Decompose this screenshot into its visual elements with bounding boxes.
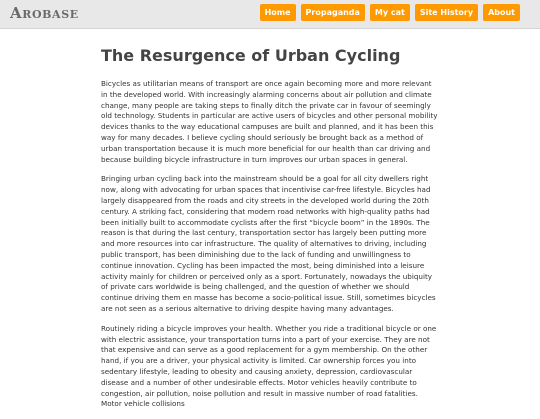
nav-propaganda-button[interactable]: Propaganda (301, 4, 365, 21)
nav-about-button[interactable]: About (483, 4, 520, 21)
nav-site-history-button[interactable]: Site History (415, 4, 478, 21)
top-navigation-bar (0, 0, 540, 29)
site-logo[interactable]: Arobase (10, 4, 79, 22)
article-paragraph-1: Bicycles as utilitarian means of transport are once again becoming more and more relevant in the developed world. With increasingly alarming concerns about air pollution and climate change, many people are taking steps to finally ditch the private car in favour of seemingly old technology. Students in particular are active users of bicycles and other personal mobility devices thanks to the way educational campuses are built and planned, and it has been this way for many decades. I believe cycling should seriously be brought back as a method of urban transportation because it is much more beneficial for our health than car driving and because building bicycle infrastructure in turn improves our urban spaces in general. (101, 79, 438, 164)
article-paragraph-3: Routinely riding a bicycle improves your health. Whether you ride a traditional bicycle or one with electric assistance, your transportation turns into a part of your exercise. They are not that expensive and can serve as a good replacement for a gym membership. On the other hand, if you are a driver, your physical activity is limited. Car ownership forces you into sedentary lifestyle, leading to obesity and causing anxiety, depression, cardiovascular disease and a number of other undesirable effects. Motor vehicles heavily contribute to congestion, air pollution, noise pollution and result in massive number of road fatalities. Motor vehicle collisions (101, 323, 437, 409)
nav-home-button[interactable]: Home (260, 4, 296, 21)
article (101, 46, 439, 419)
main-nav (260, 4, 520, 21)
nav-my-cat-button[interactable]: My cat (370, 4, 410, 21)
article-title: The Resurgence of Urban Cycling (101, 46, 401, 65)
article-paragraph-2: Bringing urban cycling back into the mainstream should be a goal for all city dwellers right now, along with advocating for urban spaces that incentivise car-free lifestyle. Bicycles had largely disappeared from the roads and city streets in the developed world during the 20th century. A striking fact, considering that modern road networks with high-quality paths had been initially built to accommodate cyclists after the first “bicycle boom” in the 1890s. The reason is that during the last century, transportation sector has largely been putting more and more resources into car infrastructure. The quality of alternatives to driving, including public transport, has been diminishing due to the lack of funding and unwillingness to continue innovation. Cycling has been impacted the most, being diminished into a leisure activity mainly for children or perceived only as a sport. Fortunately, nowadays the ubiquity of private cars worldwide is being challenged, and the question of whether we should continue driving them en masse has become a socio-political issue. Still, sometimes bicycles are not seen as a serious alternative to driving despite having many advantages. (101, 174, 436, 313)
